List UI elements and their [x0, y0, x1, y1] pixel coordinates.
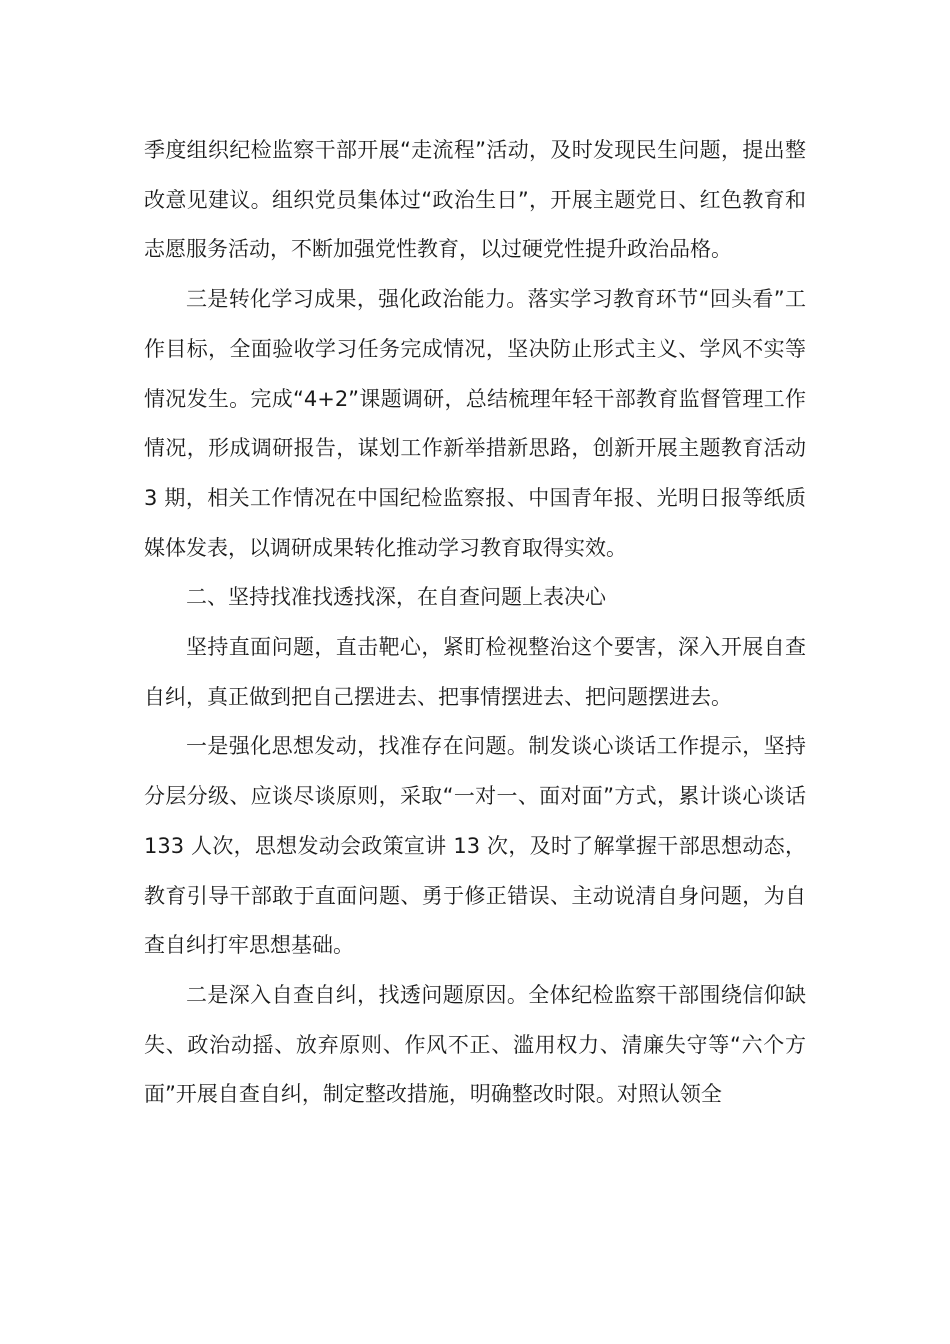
paragraph-continuation: 季度组织纪检监察干部开展“走流程”活动，及时发现民生问题，提出整改意见建议。组织党员集体过“政治生日”，开展主题党日、红色教育和志愿服务活动，不断加强党性教育，以过硬党性提升政治品格。 [144, 138, 806, 262]
section-heading-two: 二、坚持找准找透找深，在自查问题上表决心 [186, 585, 606, 610]
paragraph-section-intro: 坚持直面问题，直击靶心，紧盯检视整治这个要害，深入开展自查自纠，真正做到把自己摆进去、把事情摆进去、把问题摆进去。 [144, 635, 806, 709]
paragraph-point-two: 二是深入自查自纠，找透问题原因。全体纪检监察干部围绕信仰缺失、政治动摇、放弃原则、作风不正、滥用权力、清廉失守等“六个方面”开展自查自纠，制定整改措施，明确整改时限。对照认领全 [144, 982, 806, 1107]
paragraph-point-one: 一是强化思想发动，找准存在问题。制发谈心谈话工作提示，坚持分层分级、应谈尽谈原则，采取“一对一、面对面”方式，累计谈心谈话 133 人次，思想发动会政策宣讲 13 次，及时了解掌握干部思想动态，教育引导干部敢于直面问题、勇于修正错误、主动说清自身问题，为自查自纠打牢思想基础。 [144, 734, 806, 958]
document-body [144, 126, 806, 1120]
paragraph-point-three: 三是转化学习成果，强化政治能力。落实学习教育环节“回头看”工作目标，全面验收学习任务完成情况，坚决防止形式主义、学风不实等情况发生。完成“4+2”课题调研，总结梳理年轻干部教育监督管理工作情况，形成调研报告，谋划工作新举措新思路，创新开展主题教育活动 3 期，相关工作情况在中国纪检监察报、中国青年报、光明日报等纸质媒体发表，以调研成果转化推动学习教育取得实效。 [144, 287, 806, 560]
